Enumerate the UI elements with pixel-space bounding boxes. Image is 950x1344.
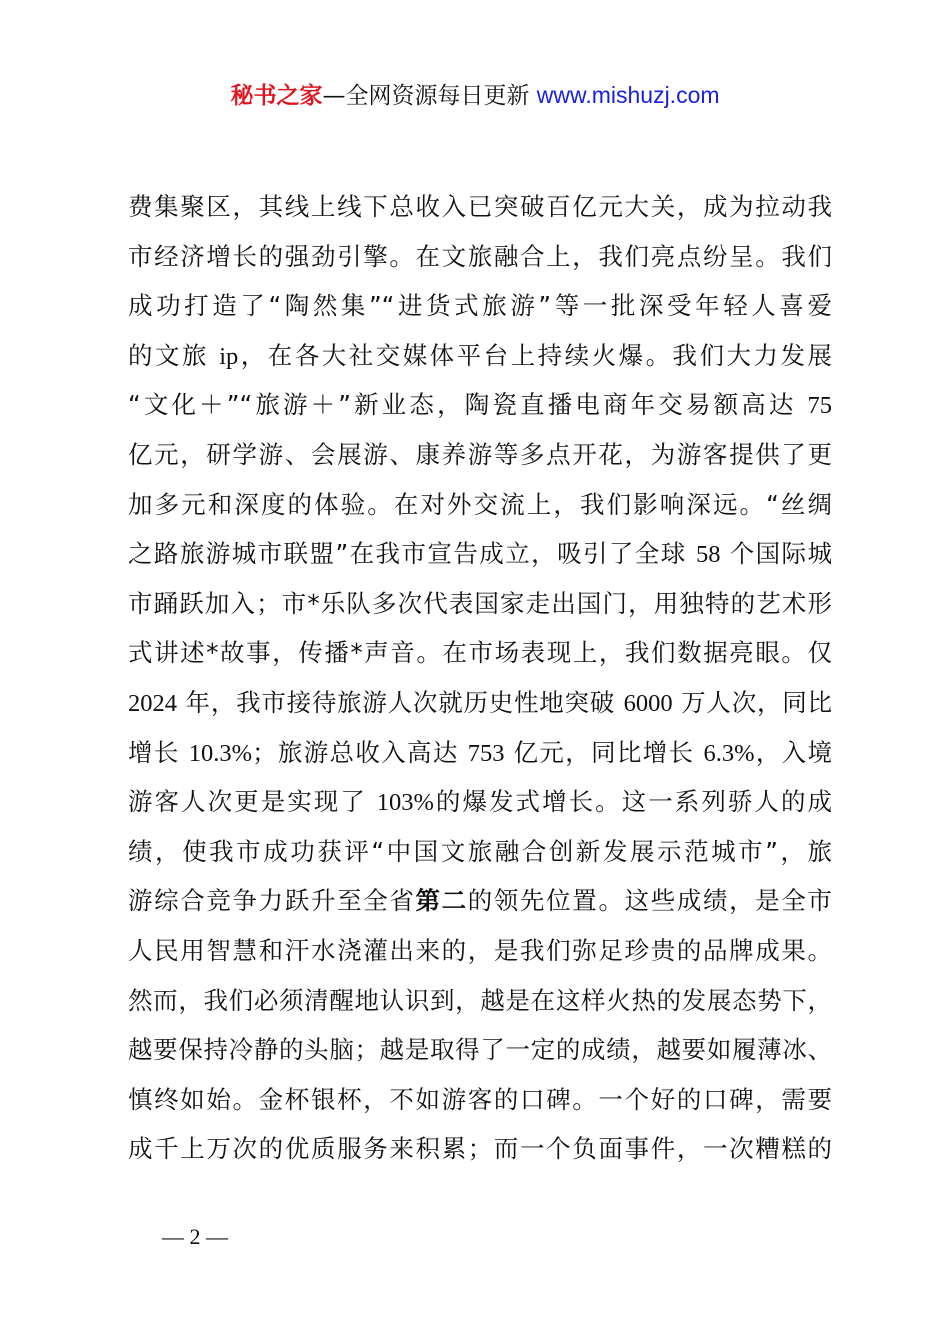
text-run-number: 75 <box>807 392 832 420</box>
site-url-link[interactable]: www.mishuzj.com <box>536 82 720 108</box>
text-line: 人民用智慧和汗水浇灌出来的，是我们弥足珍贵的品牌成果。 <box>128 935 832 965</box>
text-line <box>128 678 832 728</box>
text-run-bold: 第二 <box>415 886 468 916</box>
text-run: 个国际城 <box>720 539 832 569</box>
text-line <box>128 728 832 778</box>
text-line <box>128 331 832 381</box>
text-run: “文化＋”“旅游＋”新业态，陶瓷直播电商年交易额高达 <box>128 390 808 420</box>
text-line <box>128 380 832 430</box>
text-run-number: 753 <box>467 739 505 767</box>
text-run: 亿元，同比增长 <box>504 737 704 767</box>
text-run: ，入境 <box>754 737 832 767</box>
text-line: 然而，我们必须清醒地认识到，越是在这样火热的发展态势下， <box>128 985 832 1015</box>
text-run: 万人次，同比 <box>672 687 832 717</box>
text-line <box>128 529 832 579</box>
text-line: 市踊跃加入；市*乐队多次代表国家走出国门，用独特的艺术形 <box>128 588 832 618</box>
text-line: 绩，使我市成功获评“中国文旅融合创新发展示范城市”，旅 <box>128 836 832 866</box>
text-run: 的爆发式增长。这一系列骄人的成 <box>433 787 832 817</box>
text-run-number: 6000 <box>623 689 673 717</box>
text-line: 费集聚区，其线上线下总收入已突破百亿元大关，成为拉动我 <box>128 192 832 221</box>
text-run-number: 10.3% <box>188 739 253 767</box>
text-line: 越要保持冷静的头脑；越是取得了一定的成绩，越要如履薄冰、 <box>128 1035 832 1065</box>
text-line: 市经济增长的强劲引擎。在文旅融合上，我们亮点纷呈。我们 <box>128 241 832 271</box>
text-line <box>128 777 832 827</box>
text-line: 成功打造了“陶然集”“进货式旅游”等一批深受年轻人喜爱 <box>128 291 832 321</box>
text-run-number: 6.3% <box>703 739 755 767</box>
text-run: 游客人次更是实现了 <box>128 787 377 817</box>
text-run: 之路旅游城市联盟”在我市宣告成立，吸引了全球 <box>128 539 696 569</box>
text-run: 的领先位置。这些成绩，是全市 <box>467 886 833 916</box>
header-tagline: —全网资源每日更新 <box>322 83 537 109</box>
text-line: 加多元和深度的体验。在对外交流上，我们影响深远。“丝绸 <box>128 489 832 519</box>
text-run: ；旅游总收入高达 <box>252 737 468 767</box>
text-line: 式讲述*故事，传播*声音。在市场表现上，我们数据亮眼。仅 <box>128 638 832 668</box>
text-run-number: ip <box>219 342 239 370</box>
text-run-number: 103% <box>376 789 434 817</box>
text-run: ，在各大社交媒体平台上持续火爆。我们大力发展 <box>238 340 832 370</box>
brand-name: 秘书之家 <box>230 83 323 109</box>
page-number: — 2 — <box>162 1224 228 1249</box>
text-run-number: 58 <box>695 541 721 569</box>
text-line: 慎终如始。金杯银杯，不如游客的口碑。一个好的口碑，需要 <box>128 1084 832 1114</box>
text-line: 亿元，研学游、会展游、康养游等多点开花，为游客提供了更 <box>128 439 832 469</box>
text-run: 的文旅 <box>128 340 220 370</box>
text-line: 成千上万次的优质服务来积累；而一个负面事件，一次糟糕的 <box>128 1134 832 1164</box>
site-header <box>0 78 950 113</box>
text-line <box>128 876 832 926</box>
body-text <box>128 182 832 1174</box>
text-run: 游综合竞争力跃升至全省 <box>128 886 416 916</box>
text-run: 增长 <box>128 737 189 767</box>
text-run: 年，我市接待旅游人次就历史性地突破 <box>177 687 624 717</box>
text-run-number: 2024 <box>128 689 177 717</box>
